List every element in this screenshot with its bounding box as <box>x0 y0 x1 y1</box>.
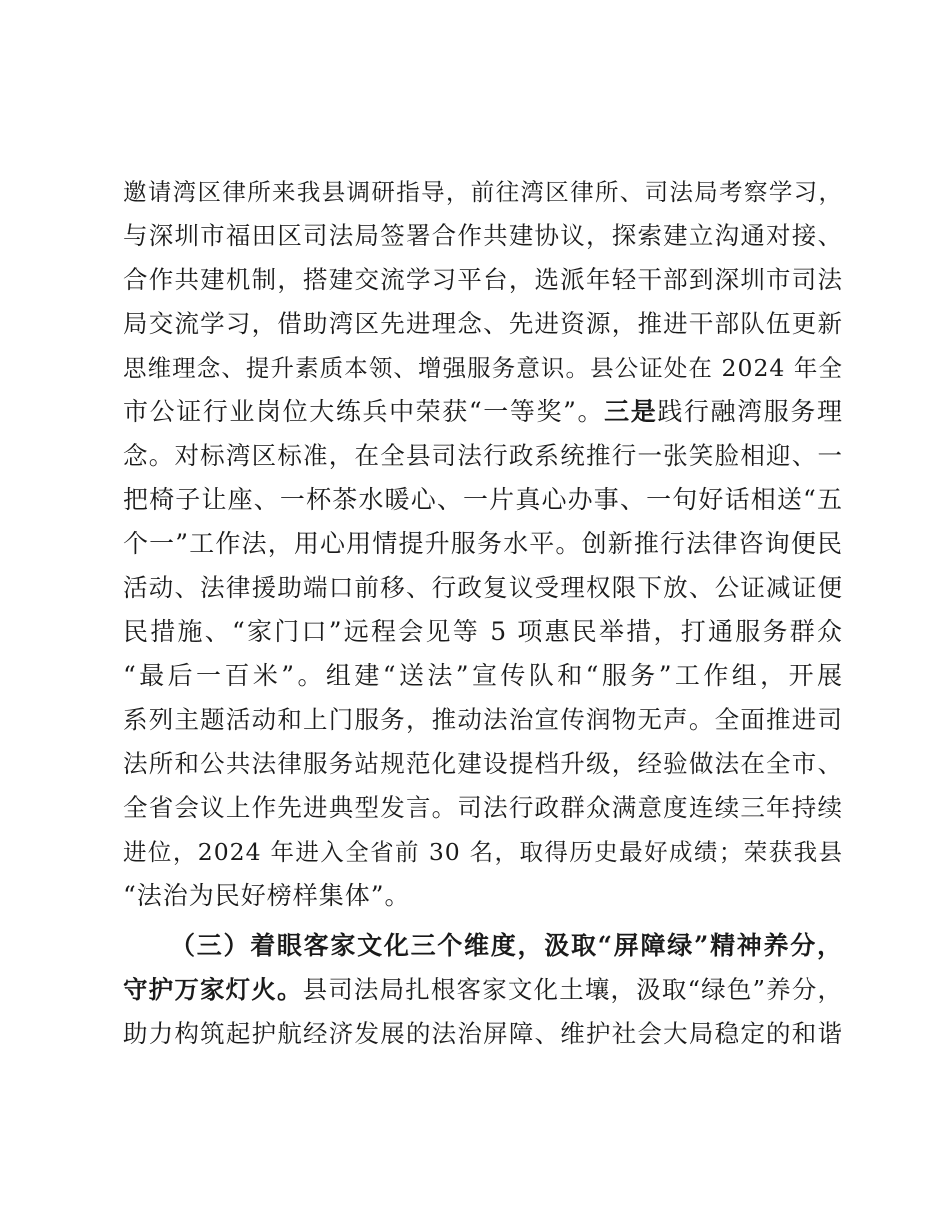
paragraph-line <box>123 392 843 432</box>
paragraph-line <box>123 172 843 212</box>
paragraph-line <box>123 260 843 300</box>
text-run: 合作共建机制，搭建交流学习平台，选派年轻干部到深圳市司法 <box>123 265 843 294</box>
text-run: 助力构筑起护航经济发展的法治屏障、维护社会大局稳定的和谐 <box>123 1019 843 1048</box>
text-run: 个一”工作法，用心用情提升服务水平。创新推行法律咨询便民 <box>123 529 843 558</box>
paragraph-line <box>123 970 843 1010</box>
paragraph-line <box>123 524 843 564</box>
text-run: 念。对标湾区标准，在全县司法行政系统推行一张笑脸相迎、一 <box>123 441 843 470</box>
text-run: “法治为民好榜样集体”。 <box>123 881 411 910</box>
paragraph-line-last <box>123 876 843 916</box>
paragraph-line <box>123 568 843 608</box>
paragraph-line <box>123 348 843 388</box>
section-heading-line <box>170 926 843 966</box>
paragraph-line <box>123 832 843 872</box>
text-run-bold: 三是 <box>604 397 658 426</box>
text-run: 践行融湾服务理 <box>657 397 843 426</box>
paragraph-line <box>123 612 843 652</box>
text-run: 县司法局扎根客家文化土壤，汲取“绿色”养分， <box>302 975 843 1004</box>
text-run: 与深圳市福田区司法局签署合作共建协议，探索建立沟通对接、 <box>123 221 843 250</box>
text-run: 系列主题活动和上门服务，推动法治宣传润物无声。全面推进司 <box>123 705 843 734</box>
text-run: 思维理念、提升素质本领、增强服务意识。县公证处在 2024 年全 <box>123 354 843 382</box>
paragraph-line <box>123 304 843 344</box>
text-run: 把椅子让座、一杯茶水暖心、一片真心办事、一句好话相送“五 <box>123 485 843 514</box>
text-run: 全省会议上作先进典型发言。司法行政群众满意度连续三年持续 <box>123 793 843 822</box>
text-run: 活动、法律援助端口前移、行政复议受理权限下放、公证减证便 <box>123 573 843 602</box>
paragraph-line <box>123 480 843 520</box>
paragraph-line <box>123 656 843 696</box>
section-heading: 守护万家灯火。 <box>123 975 303 1004</box>
paragraph-line <box>123 1014 843 1054</box>
paragraph-line <box>123 216 843 256</box>
paragraph-line <box>123 788 843 828</box>
text-run: 民措施、“家门口”远程会见等 5 项惠民举措，打通服务群众 <box>123 617 843 646</box>
text-run: 法所和公共法律服务站规范化建设提档升级，经验做法在全市、 <box>123 749 843 778</box>
text-run: 进位，2024 年进入全省前 30 名，取得历史最好成绩；荣获我县 <box>123 838 843 866</box>
section-heading: （三）着眼客家文化三个维度，汲取“屏障绿”精神养分， <box>170 931 843 960</box>
text-run: “最后一百米”。组建“送法”宣传队和“服务”工作组，开展 <box>123 661 843 690</box>
paragraph-line <box>123 744 843 784</box>
paragraph-line <box>123 436 843 476</box>
text-run: 市公证行业岗位大练兵中荣获“一等奖”。 <box>123 397 605 426</box>
text-run: 邀请湾区律所来我县调研指导，前往湾区律所、司法局考察学习， <box>123 178 843 206</box>
paragraph-line <box>123 700 843 740</box>
text-run: 局交流学习，借助湾区先进理念、先进资源，推进干部队伍更新 <box>123 309 843 338</box>
